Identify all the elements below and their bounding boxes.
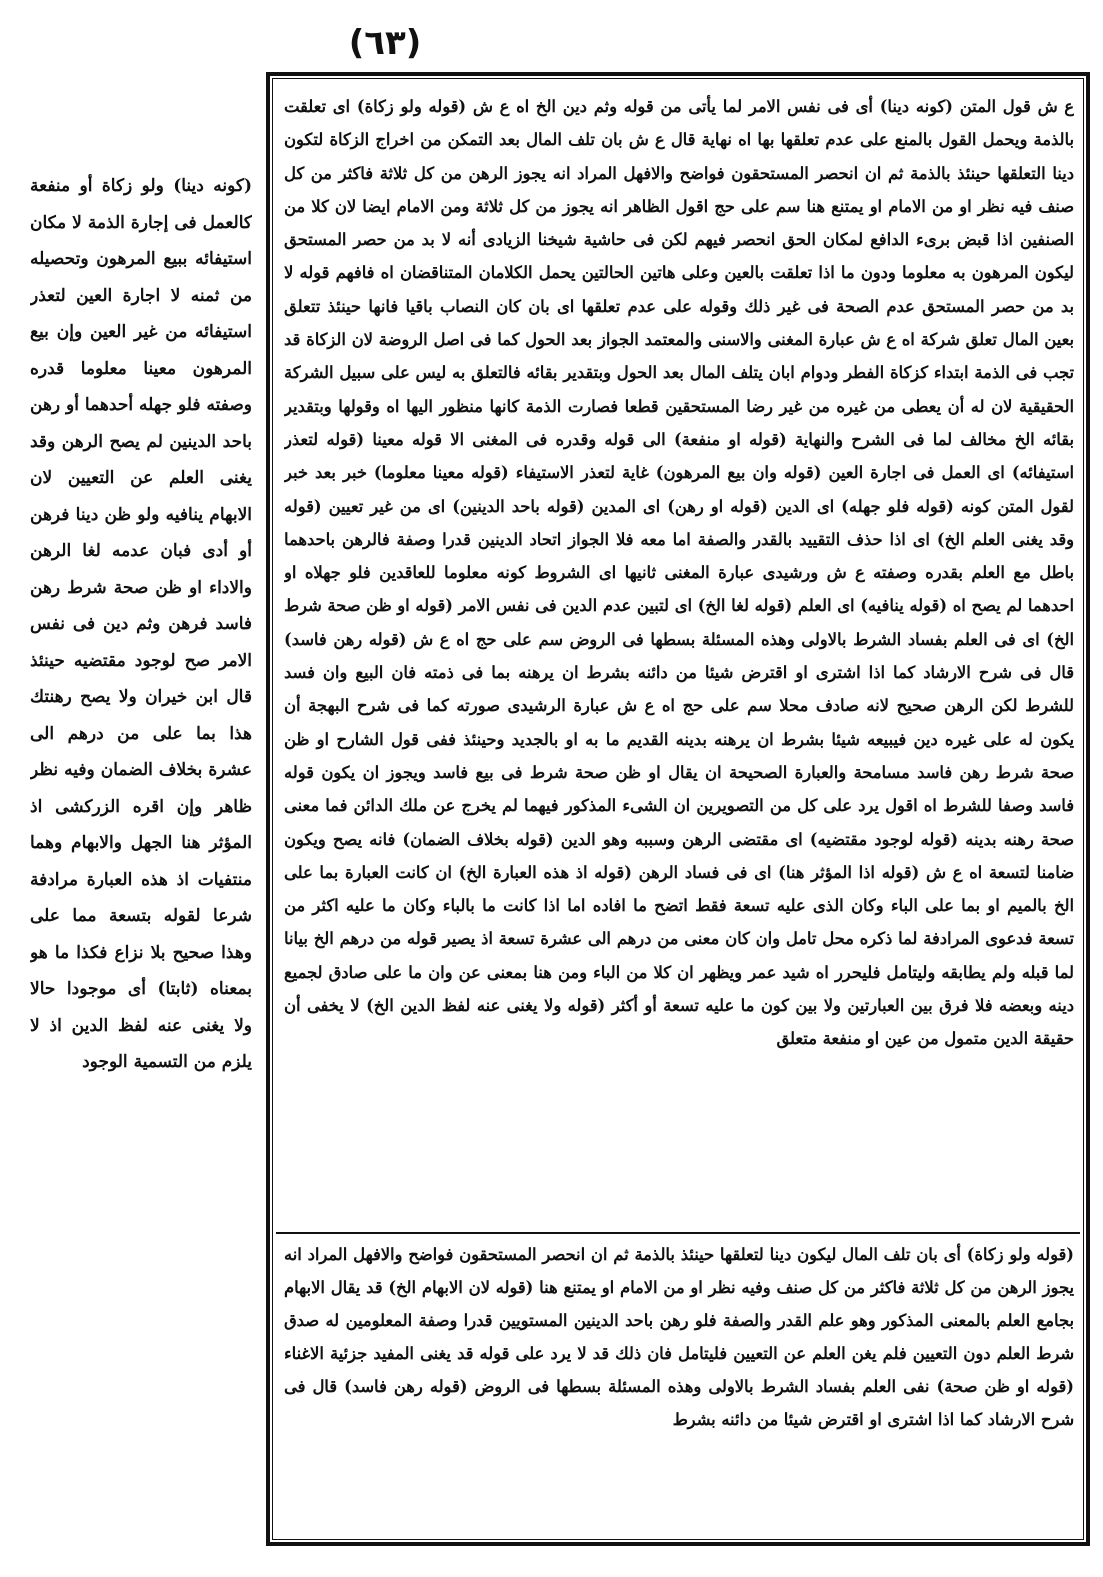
section-divider [276, 1232, 1080, 1234]
margin-matn-text: (كونه دينا) ولو زكاة أو منفعة كالعمل فى إجارة الذمة لا مكان استيفائه ببيع المرهون وتحصيله من ثمنه لا اجارة العين لتعذر استيفائه من غير العين وإن بيع المرهون معينا معلوما قدره وصفته فلو جهله أحدهما أو رهن باحد الدينين لم يصح الرهن وقد يغنى العلم عن التعيين لان الابهام ينافيه ولو ظن دينا فرهن أو أدى فبان عدمه لغا الرهن والاداء او ظن صحة شرط رهن فاسد فرهن وثم دين فى نفس الامر صح لوجود مقتضيه حينئذ قال ابن خيران ولا يصح رهنتك هذا بما على من درهم الى عشرة بخلاف الضمان وفيه نظر ظاهر وإن اقره الزركشى اذ المؤثر هنا الجهل والابهام وهما منتفيات اذ هذه العبارة مرادفة شرعا لقوله بتسعة مما على وهذا صحيح بلا نزاع فكذا ما هو بمعناه (ثابتا) أى موجودا حالا ولا يغنى عنه لفظ الدين اذ لا يلزم من التسمية الوجود [30, 176, 252, 1072]
commentary-main-text: ع ش قول المتن (كونه دينا) أى فى نفس الامر لما يأتى من قوله وثم دين الخ اه ع ش (قوله ولو زكاة) اى تعلقت بالذمة ويحمل القول بالمنع على عدم تعلقها بها اه نهاية قال ع ش بان تلف المال بعد التمكن من اخراج الزكاة لتكون دينا التعلقها حينئذ بالذمة ثم ان انحصر المستحقون فواضح والافهل المراد انه يجوز الرهن من كل ثلاثة فاكثر من كل صنف فيه نظر او من الامام او يمتنع هنا سم على حج اقول الظاهر انه يجوز من كل ثلاثة ومن الامام ايضا لان كلا من الصنفين اذا قبض برىء الدافع لمكان الحق انحصر فيهم لكن فى حاشية شيخنا الزيادى أنه لا بد من حصر المستحق ليكون المرهون به معلوما ودون ما اذا تعلقت بالعين وعلى هاتين الحالتين يحمل الكلامان المتناقضان اه فافهم قوله لا بد من حصر المستحق عدم الصحة فى غير ذلك وقوله على عدم تعلقها اى بان كان النصاب باقيا فانها حينئذ تتعلق بعين المال تعلق شركة اه ع ش عبارة المغنى والاسنى والمعتمد الجواز بعد الحول كما فى اصل الروضة لان الزكاة قد تجب فى الذمة ابتداء كزكاة الفطر ودوام ابان يتلف المال بعد الحول وبتقدير بقائه فالتعلق به ليس على سبيل الشركة الحقيقية لان له أن يعطى من غيره من غير رضا المستحقين قطعا فصارت الذمة كانها منظور اليها اه وقولها وبتقدير بقائه الخ مخالف لما فى الشرح والنهاية (قوله او منفعة) الى قوله وقدره فى المغنى الا قوله معينا (قوله لتعذر استيفائه) اى العمل فى اجارة العين (قوله وان بيع المرهون) غاية لتعذر الاستيفاء (قوله معينا معلوما) خبر بعد خبر لقول المتن كونه (قوله فلو جهله) اى الدين (قوله او رهن) اى المدين (قوله باحد الدينين) اى من غير تعيين (قوله وقد يغنى العلم الخ) اى اذا حذف التقييد بالقدر والصفة اما معه فلا الجواز اتحاد الدينين قدرا وصفة فالرهن باحدهما باطل مع العلم بقدره وصفته ع ش ورشيدى عبارة المغنى ثانيها اى الشروط كونه معلوما للعاقدين فلو جهلاه او احدهما لم يصح اه (قوله ينافيه) اى العلم (قوله لغا الخ) اى لتبين عدم الدين فى نفس الامر (قوله او ظن صحة شرط الخ) اى فى العلم بفساد الشرط بالاولى وهذه المسئلة بسطها فى الروض سم على حج اه ع ش (قوله رهن فاسد) قال فى شرح الارشاد كما اذا اشترى او اقترض شيئا من دائنه بشرط ان يرهنه بما فى ذمته فان البيع وان فسد للشرط لكن الرهن صحيح لانه صادف محلا سم على حج اه ع ش عبارة الرشيدى صورته كما فى شرح البهجة أن يكون له على غيره دين فيبيعه شيئا بشرط ان يرهنه بدينه القديم ما به او بالجديد وحينئذ ففى قول الشارح او ظن صحة شرط رهن فاسد مسامحة والعبارة الصحيحة ان يقال او ظن صحة شرط فى بيع فاسد ويجوز ان يكون قوله فاسد وصفا للشرط اه اقول يرد على كل من التصويرين ان الشىء المذكور فيهما لم يخرج عن ملك الدائن فما معنى صحة رهنه بدينه (قوله لوجود مقتضيه) اى مقتضى الرهن وسببه وهو الدين (قوله بخلاف الضمان) فانه يصح ويكون ضامنا لتسعة اه ع ش (قوله اذا المؤثر هنا) اى فى فساد الرهن (قوله اذ هذه العبارة الخ) ان كانت العبارة بما على الخ بالميم او بما على الباء وكان الذى عليه تسعة فقط اتضح ما افاده اما اذا كانت ما بالباء وكان ما عليه اكثر من تسعة فدعوى المرادفة لما ذكره محل تامل وان كان معنى من درهم الى عشرة تسعة اذ يصير قوله من درهم الخ بيانا لما قبله ولم يطابقه وليتامل فليحرر اه شيد عمر ويظهر ان كلا من الباء ومن هنا بمعنى عن وان ما على صادق لجميع دينه وبعضه فلا فرق بين العبارتين ولا بين كون ما عليه تسعة أو أكثر (قوله ولا يغنى عنه لفظ الدين الخ) لا يخفى أن حقيقة الدين متمول من عين او منفعة متعلق [284, 97, 1074, 1049]
page-number: (٦٣) [348, 23, 422, 63]
commentary-lower-text: (قوله ولو زكاة) أى بان تلف المال ليكون دينا لتعلقها حينئذ بالذمة ثم ان انحصر المستحقون فواضح والافهل المراد انه يجوز الرهن من كل ثلاثة فاكثر من كل صنف وفيه نظر او من الامام او يمتنع هنا (قوله لان الابهام الخ) قد يقال الابهام بجامع العلم بالمعنى المذكور وهو علم القدر والصفة فلو رهن باحد الدينين المستويين قدرا وصفة المعلومين له صدق شرط العلم دون التعيين فلم يغن العلم عن التعيين فليتامل فان ذلك قد لا يرد على قوله قد يغنى المفيد جزئية الاغناء (قوله او ظن صحة) نفى العلم بفساد الشرط بالاولى وهذه المسئلة بسطها فى الروض (قوله رهن فاسد) قال فى شرح الارشاد كما اذا اشترى او اقترض شيئا من دائنه بشرط [284, 1245, 1074, 1429]
